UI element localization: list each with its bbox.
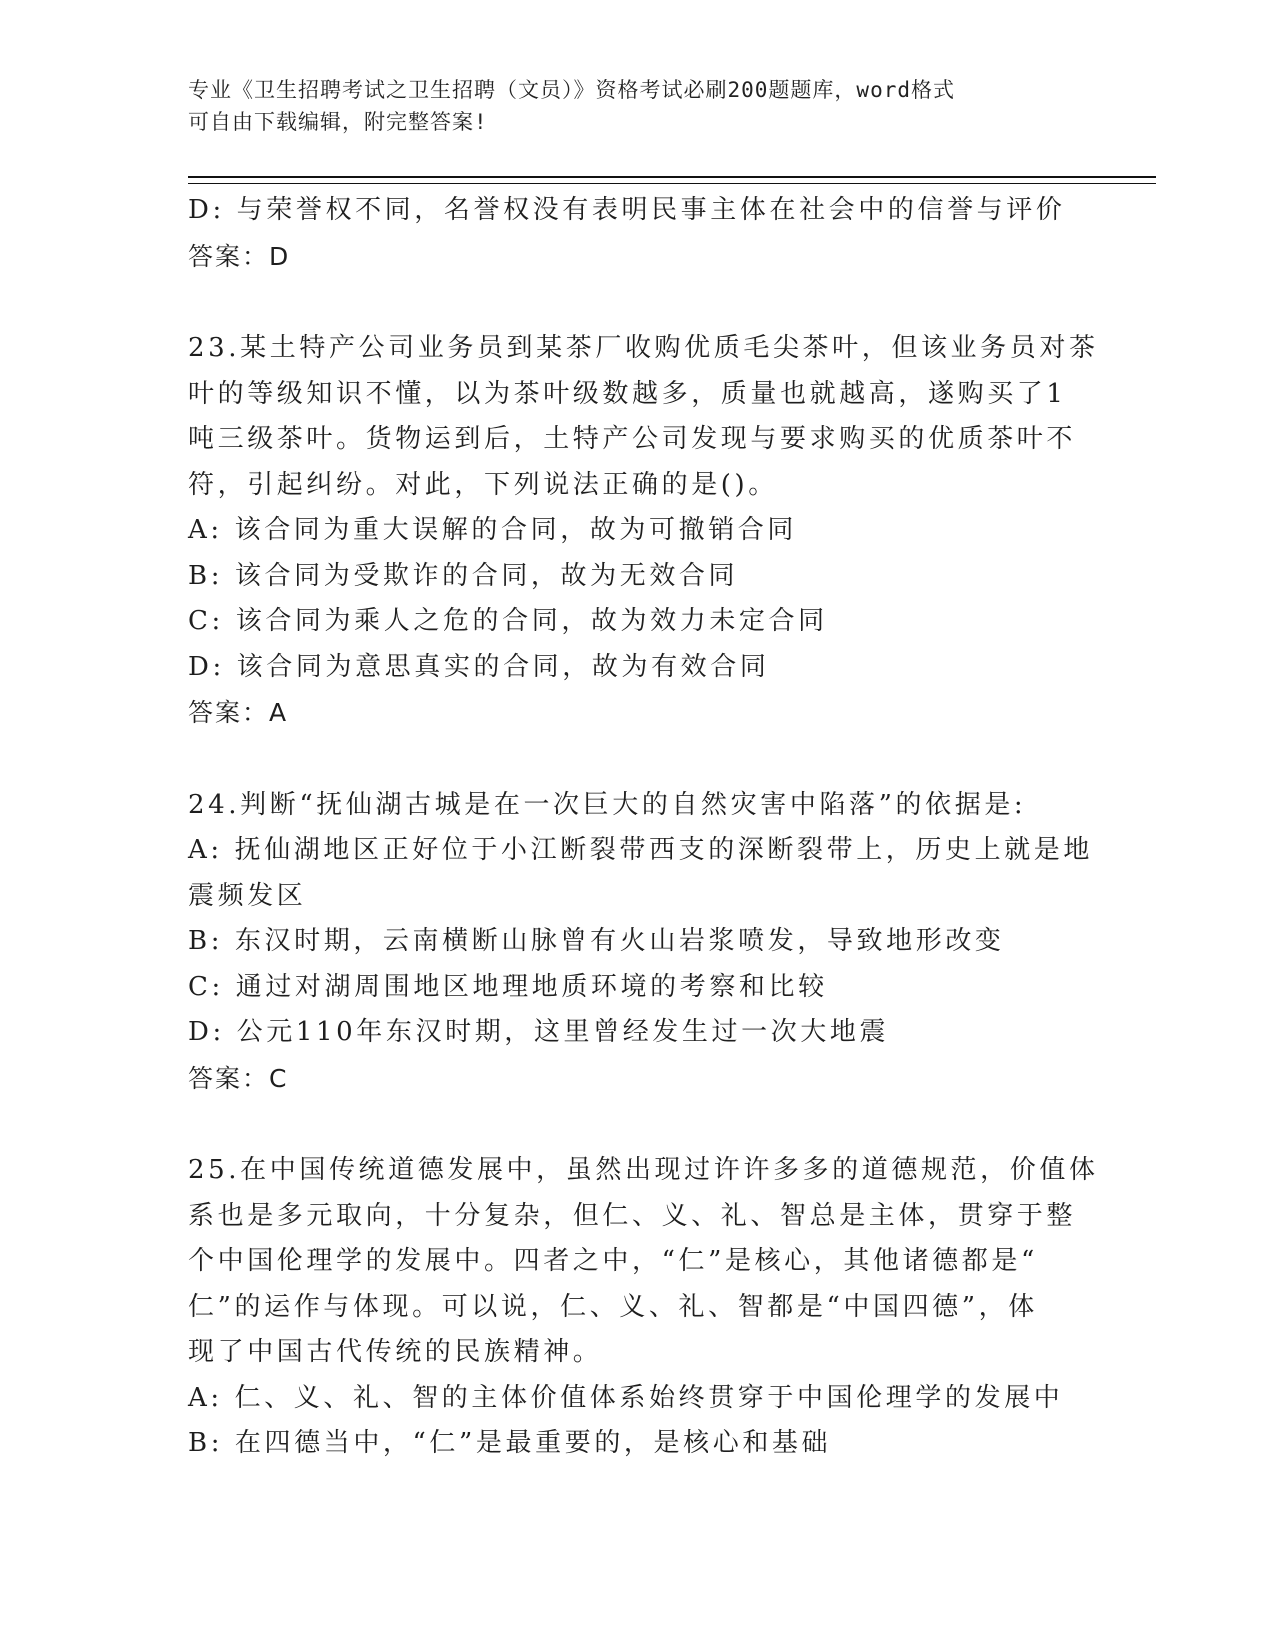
question-text-line: 仁”的运作与体现。可以说，仁、义、礼、智都是“中国四德”，体: [188, 1291, 1038, 1322]
option-a: A: 仁、义、礼、智的主体价值体系始终贯穿于中国伦理学的发展中: [188, 1382, 1064, 1413]
option-b: B: 在四德当中，“仁”是最重要的，是核心和基础: [188, 1428, 832, 1458]
question-spacer: [188, 279, 1088, 326]
question-text-line: 25.在中国传统道德发展中，虽然出现过许许多多的道德规范，价值体: [188, 1155, 1099, 1185]
question-text-line: 系也是多元取向，十分复杂，但仁、义、礼、智总是主体，贯穿于整: [188, 1200, 1077, 1231]
option-c: C: 通过对湖周围地区地理地质环境的考察和比较: [188, 971, 828, 1002]
question-24: [188, 783, 1094, 1102]
question-spacer: [188, 736, 1088, 783]
question-text-line: 叶的等级知识不懂，以为茶叶级数越多，质量也就越高，遂购买了1: [188, 378, 1067, 409]
question-spacer: [188, 1101, 1088, 1148]
question-text-line: 24.判断“抚仙湖古城是在一次巨大的自然灾害中陷落”的依据是:: [188, 789, 1027, 820]
answer-line: 答案：C: [188, 1063, 289, 1093]
option-b: B: 该合同为受欺诈的合同，故为无效合同: [188, 560, 739, 591]
header-title-line-1: 专业《卫生招聘考试之卫生招聘（文员）》资格考试必刷200题题库，word格式: [188, 78, 955, 102]
header-divider-thick: [188, 176, 1156, 178]
question-text-line: 符，引起纠纷。对此，下列说法正确的是()。: [188, 469, 778, 500]
header-divider-thin: [188, 183, 1156, 184]
option-d: D: 公元110年东汉时期，这里曾经发生过一次大地震: [188, 1017, 890, 1047]
question-25: [188, 1148, 1099, 1467]
question-text-line: 23.某土特产公司业务员到某茶厂收购优质毛尖茶叶，但该业务员对茶: [188, 333, 1099, 363]
option-a-continued: 震频发区: [188, 880, 307, 911]
question-23: [188, 326, 1099, 736]
header-title-line-2: 可自由下载编辑，附完整答案!: [188, 110, 488, 134]
question-text-line: 吨三级茶叶。货物运到后，土特产公司发现与要求购买的优质茶叶不: [188, 424, 1077, 454]
option-a: A: 抚仙湖地区正好位于小江断裂带西支的深断裂带上，历史上就是地: [188, 835, 1094, 865]
option-c: C: 该合同为乘人之危的合同，故为效力未定合同: [188, 606, 828, 636]
page-header: [188, 74, 1068, 138]
answer-line: 答案：A: [188, 698, 289, 727]
option-a: A: 该合同为重大误解的合同，故为可撤销合同: [188, 515, 798, 545]
option-d: D: 该合同为意思真实的合同，故为有效合同: [188, 651, 770, 682]
answer-line: 答案：D: [188, 241, 291, 271]
question-text-line: 个中国伦理学的发展中。四者之中，“仁”是核心，其他诸德都是“: [188, 1246, 1038, 1276]
option-d: D: 与荣誉权不同，名誉权没有表明民事主体在社会中的信誉与评价: [188, 195, 1066, 225]
previous-question-tail: [188, 188, 1088, 279]
question-text-line: 现了中国古代传统的民族精神。: [188, 1337, 603, 1367]
document-body: [188, 188, 1099, 1467]
option-b: B: 东汉时期，云南横断山脉曾有火山岩浆喷发，导致地形改变: [188, 926, 1005, 956]
